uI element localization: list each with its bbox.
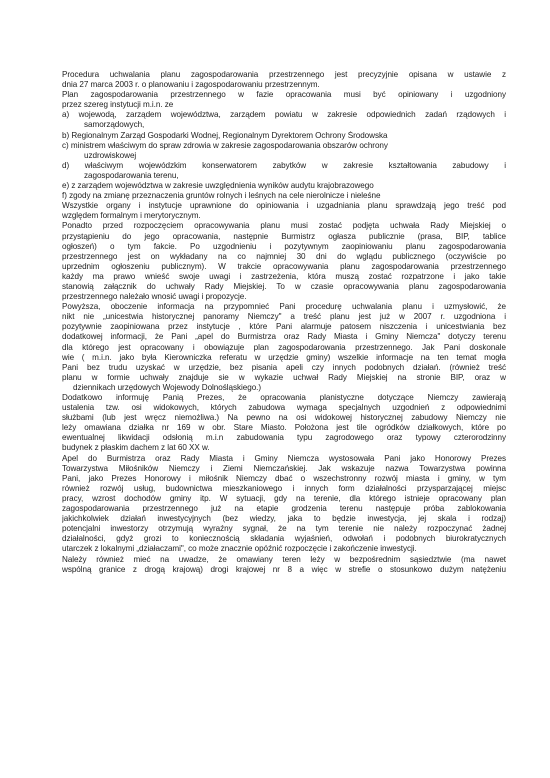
text-line: przestrzennego jest on wykładany na co najmniej 30 dni do wglądu publicznego (oczywiście po (62, 251, 506, 261)
text-line: służbami (lub jest wręcz niemożliwa.) Na pewno na osi widokowej historycznej zabudowy Niemczy nie (62, 413, 506, 423)
text-line: pracy, wzrost dochodów gminy itp. W sytuacji, gdy na terenie, dla którego istnieje opracowany plan (62, 493, 506, 503)
text-line: Pani bez trudu uzyskać w urzędzie, bez pisania apeli czy innych podobnych działań. (również treść (62, 362, 506, 372)
text-line: Plan zagospodarowania przestrzennego w fazie opracowania musi być opiniowany i uzgodniony (62, 90, 506, 100)
text-line: Wszystkie organy i instytucje uprawnione do opiniowania i uzgadniania planu sprawdzają jego treść pod (62, 201, 506, 211)
text-line: ewentualnej likwidacji odsłonią m.i.n zabudowania typu zagrodowego oraz typowy czterorodzinny (62, 433, 506, 443)
text-line: przystąpieniu do jego opracowania, następnie Burmistrz ogłasza publicznie (prasa, BIP, tablice (62, 231, 506, 241)
document-body (62, 70, 506, 575)
text-line: utarczek z lokalnymi „działaczami", co może znacznie opóźnić rozpoczęcie i zakończenie inwestycji. (62, 544, 417, 554)
text-line: dziennikach urzędowych Wojewody Dolnośląskiego.) (73, 382, 262, 392)
text-line: Pani, jako Prezes Honorowy i miłośnik Niemczy dbać o wszechstronny rozwój miasta i gminy, w tym (62, 473, 506, 483)
text-line: każdy ma prawo wnieść swoje uwagi i zastrzeżenia, która muszą zostać rozpatrzone i jako takie (62, 271, 506, 281)
text-line: zagospodarowania terenu, (84, 170, 179, 180)
text-line: dodatkowej informacji, że Pani „apel do Burmistrza oraz Rady Miasta i Gminy Niemcza" dotyczy terenu (62, 332, 506, 342)
text-line: ogłoszeń) o tym fakcie. Po uzgodnieniu i pozytywnym zaopiniowaniu planu zagospodarowania (62, 241, 506, 251)
text-line: planu w formie uchwały znajduje sie w wykazie uchwał Rady Miejskiej na stronie BIP, oraz w (62, 372, 506, 382)
text-line: b) Regionalnym Zarząd Gospodarki Wodnej, Regionalnym Dyrektorem Ochrony Środowska (62, 130, 388, 140)
text-line: stanowią załącznik do uchwały Rady Miejskiej. To w czasie opracowywania planu zagospodarowania (62, 281, 506, 291)
text-line: przez szereg instytucji m.i.n. ze (62, 100, 174, 110)
text-line: ustalenia tzw. osi widokowych, których zabudowa wymaga specjalnych uzgodnień z odpowiednimi (62, 403, 506, 413)
text-line: Towarzystwa Miłośników Niemczy i Ziemi Niemczańskiej. Jak wskazuje nazwa Towarzystwa powinna (62, 463, 506, 473)
text-line: leży omawiana działka nr 169 w obr. Stare Miasto. Położona jest tile ogródków działkowych, które po (62, 423, 506, 433)
text-line: Procedura uchwalania planu zagospodarowania przestrzennego jest precyzyjnie opisana w ustawie z (62, 70, 506, 79)
text-line: również rozwój usług, budownictwa mieszkaniowego i innych form działalności przysparzającej miejsc (62, 483, 506, 493)
text-line: budynek z płaskim dachem z lat 60 XX w. (62, 443, 210, 453)
text-line: Apel do Burmistrza oraz Rady Miasta i Gminy Niemcza wystosowała Pani jako Honorowy Prezes (62, 453, 506, 463)
text-line: Należy również mieć na uwadze, że omawiany teren leży w bezpośrednim sąsiedztwie (ma nawet (62, 554, 506, 564)
text-line: pozytywnie zaopiniowana przez instytucje , które Pani alarmuje patosem niszczenia i unicestwiania bez (62, 322, 506, 332)
text-line: wspólną granice z drogą krajową) drogi krajowej nr 8 a więc w strefie o stosunkowo dużym natężeniu (62, 564, 506, 574)
text-line: dnia 27 marca 2003 r. o planowaniu i zagospodarowaniu przestrzennym. (62, 80, 320, 90)
text-line: f) zgody na zmianę przeznaczenia gruntów rolnych i leśnych na cele nierolnicze i nieleśne (62, 191, 381, 201)
text-line: a) wojewodą, zarządem województwa, zarządem powiatu w zakresie odpowiednich zadań rządowych i (62, 110, 506, 120)
text-line: c) ministrem właściwym do spraw zdrowia w zakresie zagospodarowania obszarów ochrony (62, 140, 388, 150)
text-line: dla którego jest opracowany i obowiązuje plan zagospodarowania przestrzennego. Jak Pani doskonale (62, 342, 506, 352)
text-line: względem formalnym i merytorycznym. (62, 211, 201, 221)
text-line: jakichkolwiek działań inwestycyjnych (bez wiedzy, jaka to będzie inwestycja, jej skala i rodzaj) (62, 514, 506, 524)
text-line: zagospodarowania przestrzennego już na etapie grodzenia terenu następuje próba zablokowania (62, 504, 506, 514)
text-line: uzdrowiskowej (84, 150, 137, 160)
text-line: Dodatkowo informuję Panią Prezes, że opracowania planistyczne dotyczące Niemczy zawierają (62, 393, 506, 402)
text-line: Ponadto przed rozpoczęciem opracowywania planu musi zostać podjęta uchwała Rady Miejskiej o (62, 221, 506, 231)
text-line: nikt nie „unicestwia historycznej panoramy Niemczy" a treść planu jest już w 2007 r. uzgodniona i (62, 312, 506, 322)
text-line: potencjalni inwestorzy otrzymują wyraźny sygnał, że na tym terenie nie należy rozpoczynać żadnej (62, 524, 506, 534)
text-line: samorządowych, (84, 120, 145, 130)
text-line: e) z zarządem województwa w zakresie uwzględnienia wyników audytu krajobrazowego (62, 181, 374, 191)
text-line: wie ( m.i.n. jako była Kierowniczka referatu w urzędzie gminy) wszelkie informacje na ten temat mogła (62, 352, 506, 362)
text-line: Powyższa, oboczenie informacja na przypomnieć Pani procedurę uchwalania planu i uzmysłowić, że (62, 302, 506, 312)
text-line: działalności, gdyż grozi to koniecznością składania wyjaśnień, odwołań i podobnych biurokratycznych (62, 534, 506, 544)
text-line: d) właściwym wojewódzkim konserwatorem zabytków w zakresie kształtowania zabudowy i (62, 160, 506, 170)
text-line: uprzednim ogłoszeniu publicznym). W trakcie opracowywania planu zagospodarowania przestrzennego (62, 261, 506, 271)
text-line: przestrzennego należało wnosić uwagi i propozycje. (62, 292, 247, 302)
